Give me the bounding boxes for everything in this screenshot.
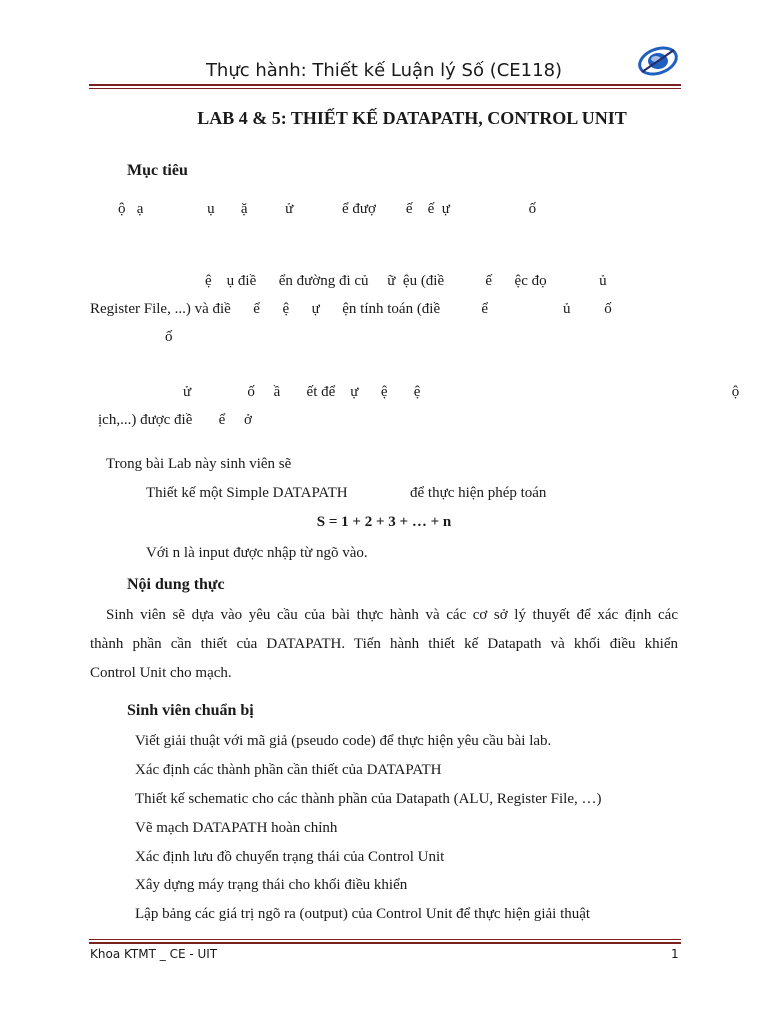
formula: S = 1 + 2 + 3 + … + n [316,514,452,530]
task-text: Thiết kế một Simple DATAPATH [146,485,348,501]
task-suffix: để thực hiện phép toán [410,485,547,501]
header-rule-thin [89,88,681,89]
header-title: Thực hành: Thiết kế Luận lý Số (CE118) [205,60,563,81]
content-line-3: Control Unit cho mạch. [90,665,232,681]
prep-item: Xác định các thành phần cần thiết của DATAPATH [135,762,442,778]
content-heading: Nội dung thực [127,576,225,593]
prep-item: Xác định lưu đồ chuyển trạng thái của Control Unit [135,849,445,865]
prep-item: Lập bảng các giá trị ngõ ra (output) của Control Unit để thực hiện giải thuật [135,906,591,922]
prep-item: Vẽ mạch DATAPATH hoàn chỉnh [135,820,338,836]
objectives-heading: Mục tiêu [127,162,188,179]
preparation-heading: Sinh viên chuẩn bị [127,702,254,719]
content-line-2: thành phần cần thiết của DATAPATH. Tiến hành thiết kế Datapath và khối điều khiển [90,636,678,652]
objectives-line-3: Register File, ...) và điề ể ệ ự ện tính toán (điề ể ủ ố [90,301,612,317]
footer-department: Khoa KTMT _ CE - UIT [90,947,218,961]
footer-rule-thick [89,942,681,944]
content-paragraph [90,601,678,688]
prep-item: Xây dựng máy trạng thái cho khối điều khiển [135,877,408,893]
prep-item: Viết giải thuật với mã giả (pseudo code) để thực hiện yêu cầu bài lab. [135,733,552,749]
footer-rule-thin [89,939,681,940]
header-rule-thick [89,84,681,86]
university-logo [636,44,680,78]
objectives-line-2: ệ ụ điề ển đường đi củ ữ ệu (điề ế ệc đọ ủ [205,273,607,289]
lab-title: LAB 4 & 5: THIẾT KẾ DATAPATH, CONTROL UNIT [197,108,627,128]
intro-text: Trong bài Lab này sinh viên sẽ [106,456,292,472]
prep-item: Thiết kế schematic cho các thành phần của Datapath (ALU, Register File, …) [135,791,602,807]
objectives-line-6: ịch,...) được điề ể ở [98,412,252,428]
objectives-line-5: ử ố ầ ết để ự ệ ệ ộ [183,384,740,400]
content-line-1: Sinh viên sẽ dựa vào yêu cầu của bài thực hành và các cơ sở lý thuyết để xác định các [106,607,678,623]
input-note: Với n là input được nhập từ ngõ vào. [146,545,368,561]
page-number: 1 [671,947,679,961]
objectives-line-1: ộ ạ ụ ặ ử ể đượ ế ế ự ố [118,201,537,217]
objectives-line-4: ố [165,329,173,345]
